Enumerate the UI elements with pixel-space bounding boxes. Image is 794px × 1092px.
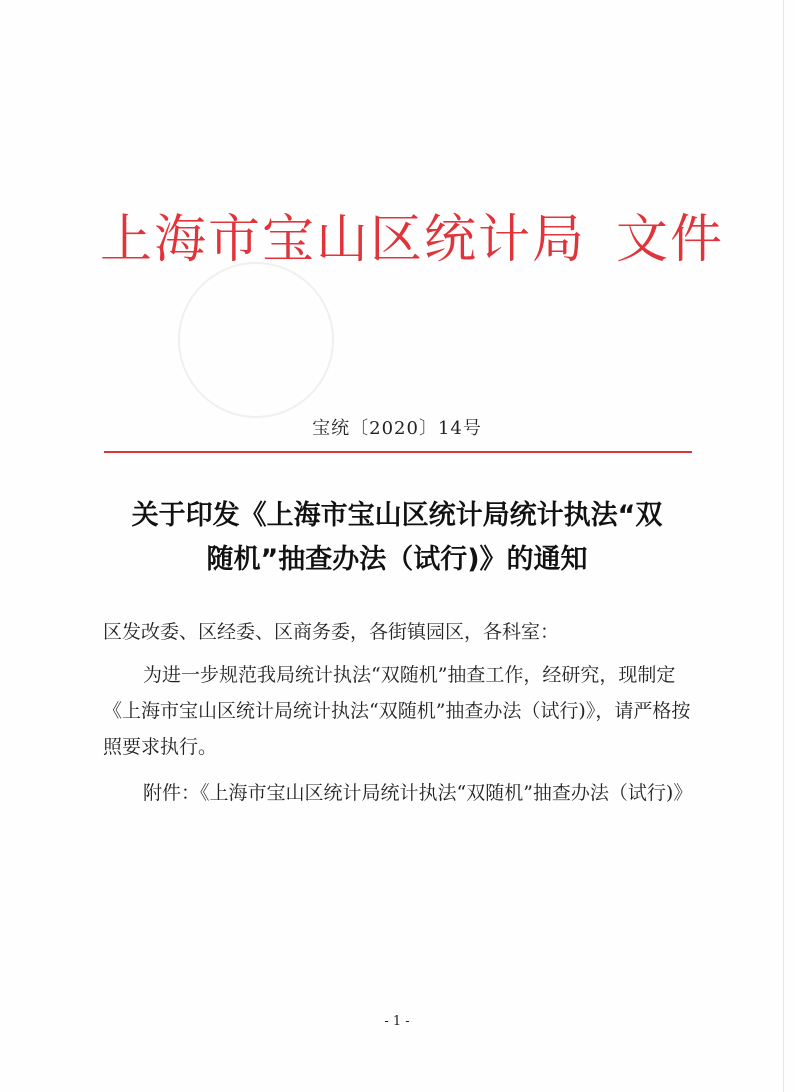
page-number: - 1 - [384,1014,410,1029]
title-line-2: 随机”抽查办法（试行)》的通知 [206,544,588,575]
red-masthead [100,200,725,280]
document-number: 宝统〔2020〕14号 [312,418,482,439]
salutation: 区发改委、区经委、区商务委，各街镇园区，各科室： [103,621,560,643]
masthead-issuer: 上海市宝山区统计局 [100,210,587,270]
red-divider-line [104,451,692,453]
document-title [100,494,694,582]
body-paragraph: 为进一步规范我局统计执法“双随机”抽查工作，经研究，现制定《上海市宝山区统计局统计执法“双随机”抽查办法（试行)》，请严格按照要求执行。 [103,664,691,758]
faint-seal-stamp [178,262,334,418]
title-line-1: 关于印发《上海市宝山区统计局统计执法“双 [131,500,663,531]
masthead-doc-type: 文件 [616,210,725,270]
page-edge-line [783,0,784,1092]
attachment-note: 附件：《上海市宝山区统计局统计执法“双随机”抽查办法（试行)》 [143,782,693,804]
